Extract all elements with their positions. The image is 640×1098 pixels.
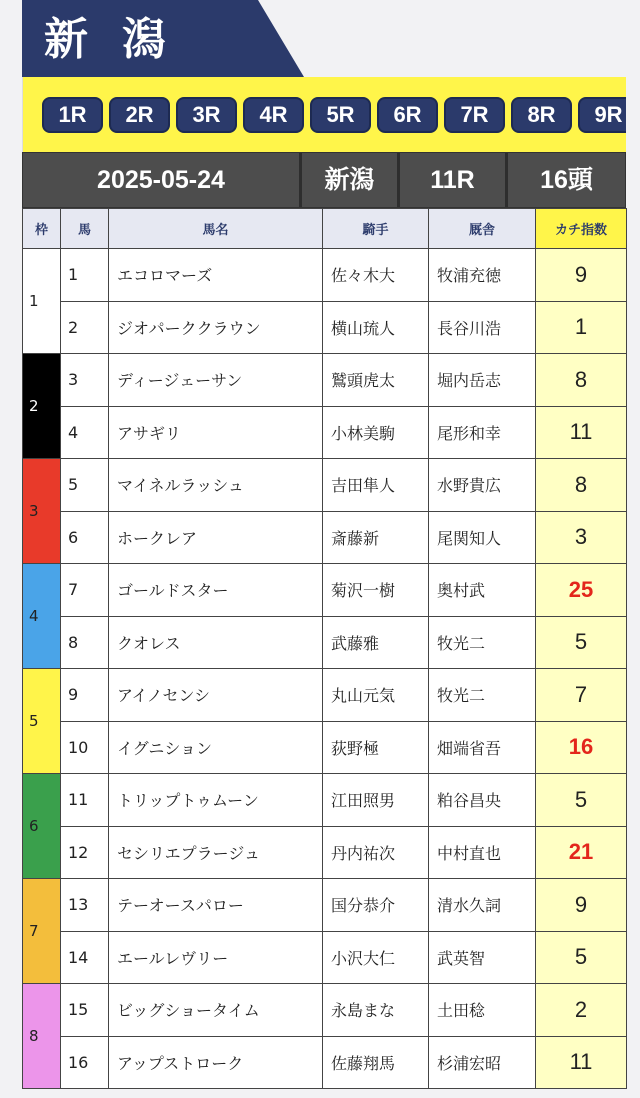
venue-title: 新潟 xyxy=(44,14,200,65)
horse-number: 7 xyxy=(61,564,109,617)
horse-name: ゴールドスター xyxy=(109,564,323,617)
race-selector-bar xyxy=(22,77,626,152)
kachi-index: 1 xyxy=(536,301,627,354)
jockey-name: 吉田隼人 xyxy=(323,459,429,512)
entries-table xyxy=(22,208,627,1089)
header-waku: 枠 xyxy=(23,209,61,249)
horse-name: ビッグショータイム xyxy=(109,984,323,1037)
horse-number: 14 xyxy=(61,931,109,984)
jockey-name: 永島まな xyxy=(323,984,429,1037)
jockey-name: 丸山元気 xyxy=(323,669,429,722)
race-tab-6r[interactable]: 6R xyxy=(377,97,438,133)
jockey-name: 小林美駒 xyxy=(323,406,429,459)
jockey-name: 小沢大仁 xyxy=(323,931,429,984)
kachi-index: 21 xyxy=(536,826,627,879)
stable-name: 土田稔 xyxy=(429,984,536,1037)
horse-number: 1 xyxy=(61,249,109,302)
stable-name: 尾形和幸 xyxy=(429,406,536,459)
horse-name: ジオパーククラウン xyxy=(109,301,323,354)
stable-name: 堀内岳志 xyxy=(429,354,536,407)
horse-name: テーオースパロー xyxy=(109,879,323,932)
waku-cell: 1 xyxy=(23,249,61,354)
header-uma: 馬 xyxy=(61,209,109,249)
table-row[interactable] xyxy=(23,564,627,617)
header-kachi: カチ指数 xyxy=(536,209,627,249)
horse-number: 8 xyxy=(61,616,109,669)
kachi-index: 7 xyxy=(536,669,627,722)
race-tab-4r[interactable]: 4R xyxy=(243,97,304,133)
kachi-index: 5 xyxy=(536,774,627,827)
waku-cell: 4 xyxy=(23,564,61,669)
horse-name: アイノセンシ xyxy=(109,669,323,722)
table-row[interactable] xyxy=(23,459,627,512)
kachi-index: 11 xyxy=(536,406,627,459)
kachi-index: 5 xyxy=(536,616,627,669)
waku-cell: 8 xyxy=(23,984,61,1089)
waku-cell: 5 xyxy=(23,669,61,774)
race-tabs xyxy=(42,97,626,133)
kachi-index: 25 xyxy=(536,564,627,617)
kachi-index: 9 xyxy=(536,249,627,302)
header-stable: 厩舎 xyxy=(429,209,536,249)
race-number: 11R xyxy=(400,153,508,207)
jockey-name: 丹内祐次 xyxy=(323,826,429,879)
table-row[interactable] xyxy=(23,931,627,984)
stable-name: 水野貴広 xyxy=(429,459,536,512)
horse-number: 9 xyxy=(61,669,109,722)
horse-number: 16 xyxy=(61,1036,109,1089)
horse-number: 4 xyxy=(61,406,109,459)
horse-number: 5 xyxy=(61,459,109,512)
horse-name: トリップトゥムーン xyxy=(109,774,323,827)
table-row[interactable] xyxy=(23,984,627,1037)
stable-name: 中村直也 xyxy=(429,826,536,879)
jockey-name: 斎藤新 xyxy=(323,511,429,564)
horse-name: ディージェーサン xyxy=(109,354,323,407)
waku-cell: 2 xyxy=(23,354,61,459)
kachi-index: 3 xyxy=(536,511,627,564)
race-tab-8r[interactable]: 8R xyxy=(511,97,572,133)
horse-name: アップストローク xyxy=(109,1036,323,1089)
table-row[interactable] xyxy=(23,1036,627,1089)
stable-name: 牧光二 xyxy=(429,669,536,722)
kachi-index: 2 xyxy=(536,984,627,1037)
horse-name: アサギリ xyxy=(109,406,323,459)
race-info-bar xyxy=(22,152,626,208)
stable-name: 牧光二 xyxy=(429,616,536,669)
race-tab-9r[interactable]: 9R xyxy=(578,97,626,133)
horse-name: エコロマーズ xyxy=(109,249,323,302)
kachi-index: 16 xyxy=(536,721,627,774)
race-venue: 新潟 xyxy=(302,153,400,207)
jockey-name: 鷲頭虎太 xyxy=(323,354,429,407)
horse-name: イグニション xyxy=(109,721,323,774)
table-row[interactable] xyxy=(23,249,627,302)
table-row[interactable] xyxy=(23,669,627,722)
horse-number: 15 xyxy=(61,984,109,1037)
horse-name: エールレヴリー xyxy=(109,931,323,984)
kachi-index: 8 xyxy=(536,354,627,407)
table-row[interactable] xyxy=(23,511,627,564)
horse-number: 2 xyxy=(61,301,109,354)
horse-name: セシリエプラージュ xyxy=(109,826,323,879)
header-jockey: 騎手 xyxy=(323,209,429,249)
stable-name: 武英智 xyxy=(429,931,536,984)
kachi-index: 11 xyxy=(536,1036,627,1089)
race-date: 2025-05-24 xyxy=(23,153,302,207)
jockey-name: 江田照男 xyxy=(323,774,429,827)
table-row[interactable] xyxy=(23,774,627,827)
table-row[interactable] xyxy=(23,406,627,459)
stable-name: 奥村武 xyxy=(429,564,536,617)
stable-name: 長谷川浩 xyxy=(429,301,536,354)
runner-count: 16頭 xyxy=(540,166,593,194)
jockey-name: 荻野極 xyxy=(323,721,429,774)
jockey-name: 横山琉人 xyxy=(323,301,429,354)
jockey-name: 佐々木大 xyxy=(323,249,429,302)
race-tab-2r[interactable]: 2R xyxy=(109,97,170,133)
table-row[interactable] xyxy=(23,301,627,354)
race-tab-7r[interactable]: 7R xyxy=(444,97,505,133)
table-row[interactable] xyxy=(23,879,627,932)
table-row[interactable] xyxy=(23,354,627,407)
stable-name: 牧浦充徳 xyxy=(429,249,536,302)
stable-name: 尾関知人 xyxy=(429,511,536,564)
waku-cell: 3 xyxy=(23,459,61,564)
kachi-index: 9 xyxy=(536,879,627,932)
table-row[interactable] xyxy=(23,616,627,669)
stable-name: 粕谷昌央 xyxy=(429,774,536,827)
jockey-name: 菊沢一樹 xyxy=(323,564,429,617)
stable-name: 杉浦宏昭 xyxy=(429,1036,536,1089)
entries-body xyxy=(23,249,627,1089)
horse-number: 11 xyxy=(61,774,109,827)
kachi-index: 8 xyxy=(536,459,627,512)
table-header-row xyxy=(23,209,627,249)
race-tab-1r[interactable]: 1R xyxy=(42,97,103,133)
jockey-name: 佐藤翔馬 xyxy=(323,1036,429,1089)
horse-number: 10 xyxy=(61,721,109,774)
stable-name: 畑端省吾 xyxy=(429,721,536,774)
horse-name: ホークレア xyxy=(109,511,323,564)
table-row[interactable] xyxy=(23,826,627,879)
horse-number: 12 xyxy=(61,826,109,879)
horse-number: 13 xyxy=(61,879,109,932)
race-tab-3r[interactable]: 3R xyxy=(176,97,237,133)
race-tab-5r[interactable]: 5R xyxy=(310,97,371,133)
header-name: 馬名 xyxy=(109,209,323,249)
table-row[interactable] xyxy=(23,721,627,774)
horse-name: マイネルラッシュ xyxy=(109,459,323,512)
waku-cell: 7 xyxy=(23,879,61,984)
horse-number: 3 xyxy=(61,354,109,407)
kachi-index: 5 xyxy=(536,931,627,984)
jockey-name: 国分恭介 xyxy=(323,879,429,932)
waku-cell: 6 xyxy=(23,774,61,879)
horse-name: クオレス xyxy=(109,616,323,669)
horse-number: 6 xyxy=(61,511,109,564)
stable-name: 清水久詞 xyxy=(429,879,536,932)
jockey-name: 武藤雅 xyxy=(323,616,429,669)
